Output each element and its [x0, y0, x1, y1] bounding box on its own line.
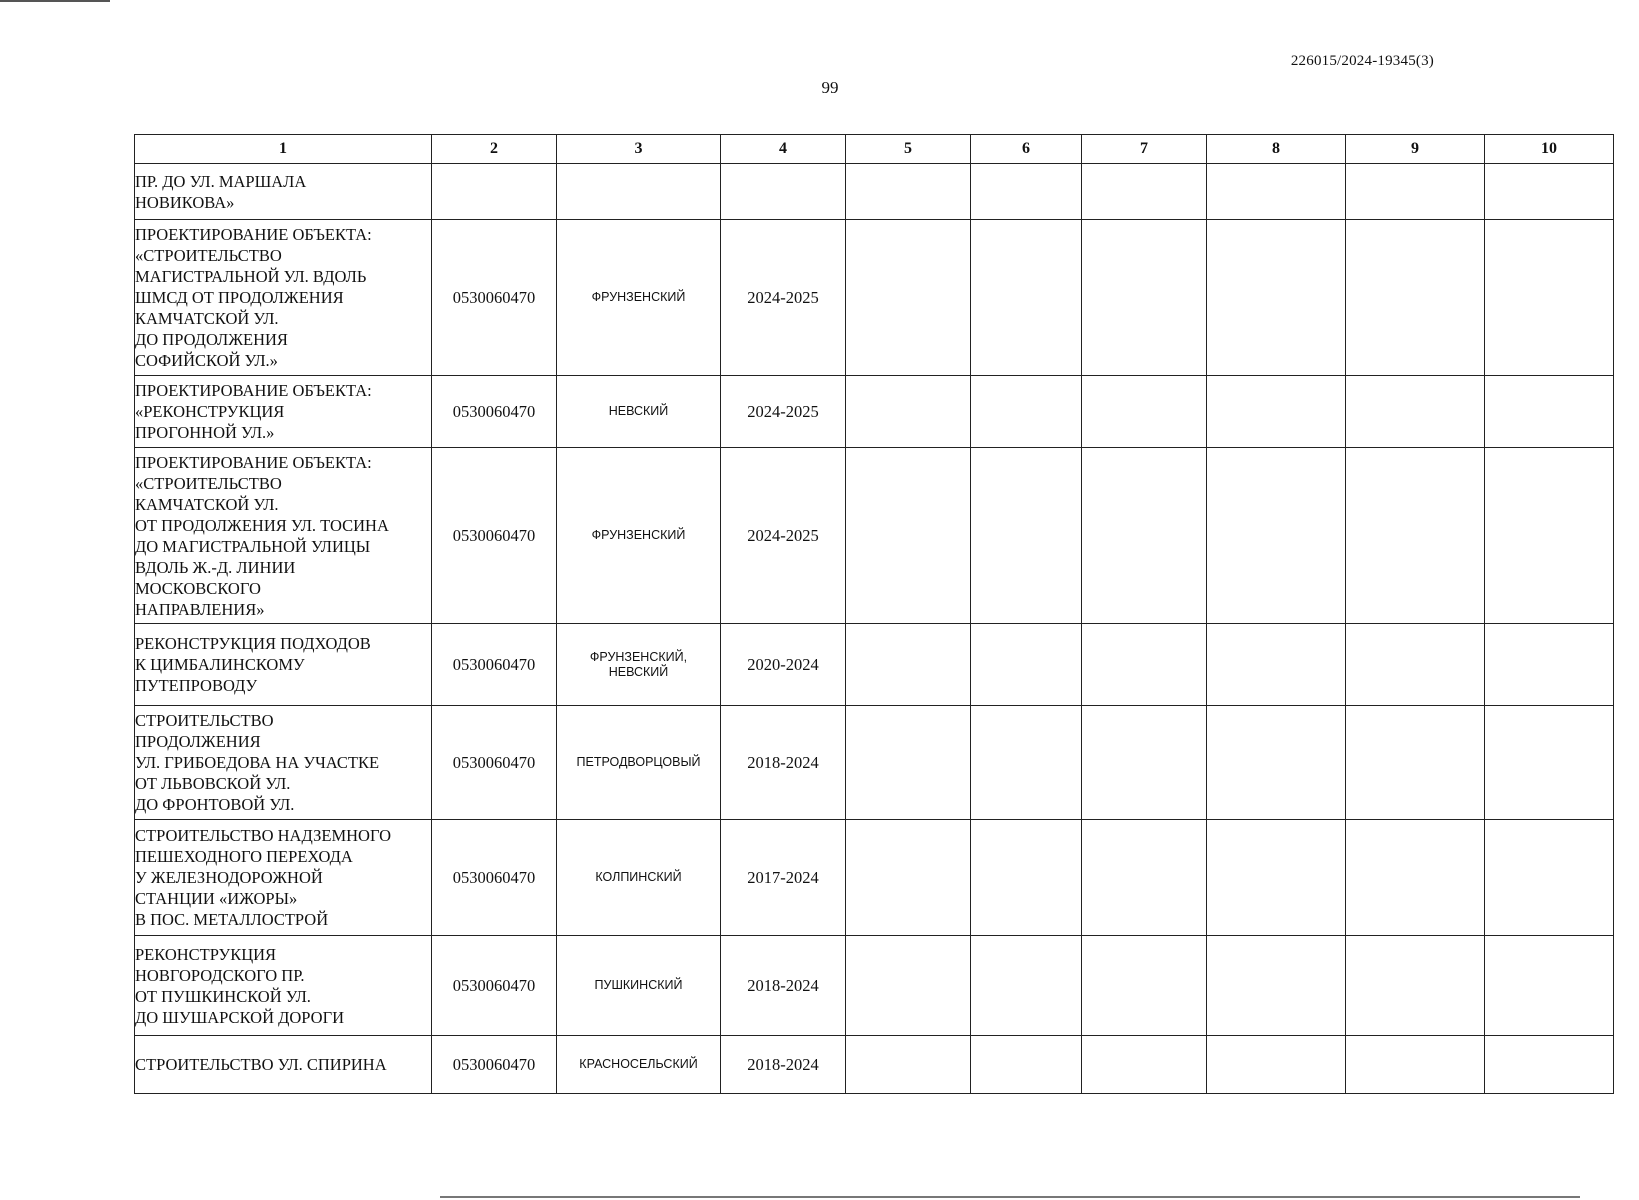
period-cell [721, 164, 846, 220]
scan-edge-top [0, 0, 110, 2]
empty-cell [846, 820, 971, 936]
target-code-cell: 0530060470 [432, 624, 557, 706]
district-cell: КОЛПИНСКИЙ [557, 820, 721, 936]
document-number: 226015/2024-19345(3) [1290, 53, 1434, 69]
column-header: 6 [971, 135, 1082, 164]
empty-cell [846, 706, 971, 820]
empty-cell [1346, 820, 1485, 936]
period-cell: 2024-2025 [721, 220, 846, 376]
table-row [135, 624, 1614, 706]
empty-cell [846, 164, 971, 220]
object-name-cell: РЕКОНСТРУКЦИЯ НОВГОРОДСКОГО ПР. ОТ ПУШКИНСКОЙ УЛ. ДО ШУШАРСКОЙ ДОРОГИ [135, 936, 432, 1036]
district-cell: ФРУНЗЕНСКИЙ [557, 448, 721, 624]
empty-cell [1207, 376, 1346, 448]
district-cell: ПУШКИНСКИЙ [557, 936, 721, 1036]
empty-cell [1346, 624, 1485, 706]
period-cell: 2018-2024 [721, 936, 846, 1036]
empty-cell [1082, 706, 1207, 820]
column-header: 4 [721, 135, 846, 164]
empty-cell [1082, 936, 1207, 1036]
empty-cell [1485, 820, 1614, 936]
object-name-cell: ПР. ДО УЛ. МАРШАЛА НОВИКОВА» [135, 164, 432, 220]
empty-cell [1485, 1036, 1614, 1094]
empty-cell [1082, 376, 1207, 448]
target-code-cell: 0530060470 [432, 1036, 557, 1094]
period-cell: 2024-2025 [721, 448, 846, 624]
column-number-row [135, 135, 1614, 164]
district-cell: ФРУНЗЕНСКИЙ, НЕВСКИЙ [557, 624, 721, 706]
empty-cell [1485, 706, 1614, 820]
district-cell: ПЕТРОДВОРЦОВЫЙ [557, 706, 721, 820]
table-row [135, 376, 1614, 448]
column-header: 7 [1082, 135, 1207, 164]
scan-edge-bottom [440, 1196, 1580, 1198]
empty-cell [846, 624, 971, 706]
empty-cell [1207, 624, 1346, 706]
empty-cell [1207, 220, 1346, 376]
empty-cell [971, 624, 1082, 706]
empty-cell [1346, 706, 1485, 820]
empty-cell [1082, 1036, 1207, 1094]
empty-cell [971, 1036, 1082, 1094]
empty-cell [1082, 164, 1207, 220]
column-header: 5 [846, 135, 971, 164]
empty-cell [971, 220, 1082, 376]
district-cell [557, 164, 721, 220]
object-name-cell: СТРОИТЕЛЬСТВО НАДЗЕМНОГО ПЕШЕХОДНОГО ПЕРЕХОДА У ЖЕЛЕЗНОДОРОЖНОЙ СТАНЦИИ «ИЖОРЫ» В ПОС. МЕТАЛЛОСТРОЙ [135, 820, 432, 936]
table-row [135, 164, 1614, 220]
empty-cell [846, 376, 971, 448]
empty-cell [971, 164, 1082, 220]
empty-cell [1082, 820, 1207, 936]
period-cell: 2020-2024 [721, 624, 846, 706]
empty-cell [1346, 220, 1485, 376]
table-row [135, 936, 1614, 1036]
empty-cell [1346, 1036, 1485, 1094]
column-header: 3 [557, 135, 721, 164]
empty-cell [1082, 220, 1207, 376]
object-name-cell: ПРОЕКТИРОВАНИЕ ОБЪЕКТА: «СТРОИТЕЛЬСТВО МАГИСТРАЛЬНОЙ УЛ. ВДОЛЬ ШМСД ОТ ПРОДОЛЖЕНИЯ КАМЧАТСКОЙ УЛ. ДО ПРОДОЛЖЕНИЯ СОФИЙСКОЙ УЛ.» [135, 220, 432, 376]
empty-cell [1207, 1036, 1346, 1094]
empty-cell [1485, 376, 1614, 448]
target-code-cell: 0530060470 [432, 376, 557, 448]
period-cell: 2018-2024 [721, 1036, 846, 1094]
target-code-cell: 0530060470 [432, 820, 557, 936]
empty-cell [1485, 220, 1614, 376]
target-code-cell [432, 164, 557, 220]
column-header: 2 [432, 135, 557, 164]
object-name-cell: СТРОИТЕЛЬСТВО УЛ. СПИРИНА [135, 1036, 432, 1094]
empty-cell [1485, 448, 1614, 624]
program-table [134, 134, 1614, 1094]
target-code-cell: 0530060470 [432, 448, 557, 624]
period-cell: 2017-2024 [721, 820, 846, 936]
empty-cell [971, 448, 1082, 624]
empty-cell [1346, 936, 1485, 1036]
object-name-cell: ПРОЕКТИРОВАНИЕ ОБЪЕКТА: «РЕКОНСТРУКЦИЯ ПРОГОННОЙ УЛ.» [135, 376, 432, 448]
empty-cell [846, 220, 971, 376]
empty-cell [1207, 936, 1346, 1036]
empty-cell [1082, 448, 1207, 624]
table-row [135, 1036, 1614, 1094]
empty-cell [971, 936, 1082, 1036]
target-code-cell: 0530060470 [432, 936, 557, 1036]
column-header: 8 [1207, 135, 1346, 164]
empty-cell [846, 448, 971, 624]
period-cell: 2024-2025 [721, 376, 846, 448]
empty-cell [1485, 164, 1614, 220]
empty-cell [1346, 164, 1485, 220]
object-name-cell: ПРОЕКТИРОВАНИЕ ОБЪЕКТА: «СТРОИТЕЛЬСТВО КАМЧАТСКОЙ УЛ. ОТ ПРОДОЛЖЕНИЯ УЛ. ТОСИНА ДО МАГИСТРАЛЬНОЙ УЛИЦЫ ВДОЛЬ Ж.-Д. ЛИНИИ МОСКОВСКОГО НАПРАВЛЕНИЯ» [135, 448, 432, 624]
empty-cell [1346, 448, 1485, 624]
object-name-cell: СТРОИТЕЛЬСТВО ПРОДОЛЖЕНИЯ УЛ. ГРИБОЕДОВА НА УЧАСТКЕ ОТ ЛЬВОВСКОЙ УЛ. ДО ФРОНТОВОЙ УЛ. [135, 706, 432, 820]
empty-cell [971, 706, 1082, 820]
empty-cell [1485, 936, 1614, 1036]
empty-cell [1207, 820, 1346, 936]
empty-cell [1346, 376, 1485, 448]
empty-cell [1485, 624, 1614, 706]
target-code-cell: 0530060470 [432, 706, 557, 820]
empty-cell [1207, 448, 1346, 624]
period-cell: 2018-2024 [721, 706, 846, 820]
page-number: 99 [821, 78, 839, 97]
empty-cell [1082, 624, 1207, 706]
object-name-cell: РЕКОНСТРУКЦИЯ ПОДХОДОВ К ЦИМБАЛИНСКОМУ ПУТЕПРОВОДУ [135, 624, 432, 706]
column-header: 10 [1485, 135, 1614, 164]
district-cell: НЕВСКИЙ [557, 376, 721, 448]
empty-cell [971, 376, 1082, 448]
table-row [135, 220, 1614, 376]
target-code-cell: 0530060470 [432, 220, 557, 376]
empty-cell [1207, 164, 1346, 220]
column-header: 1 [135, 135, 432, 164]
district-cell: КРАСНОСЕЛЬСКИЙ [557, 1036, 721, 1094]
table-row [135, 448, 1614, 624]
empty-cell [846, 1036, 971, 1094]
empty-cell [1207, 706, 1346, 820]
table-row [135, 706, 1614, 820]
empty-cell [846, 936, 971, 1036]
district-cell: ФРУНЗЕНСКИЙ [557, 220, 721, 376]
column-header: 9 [1346, 135, 1485, 164]
empty-cell [971, 820, 1082, 936]
table-row [135, 820, 1614, 936]
